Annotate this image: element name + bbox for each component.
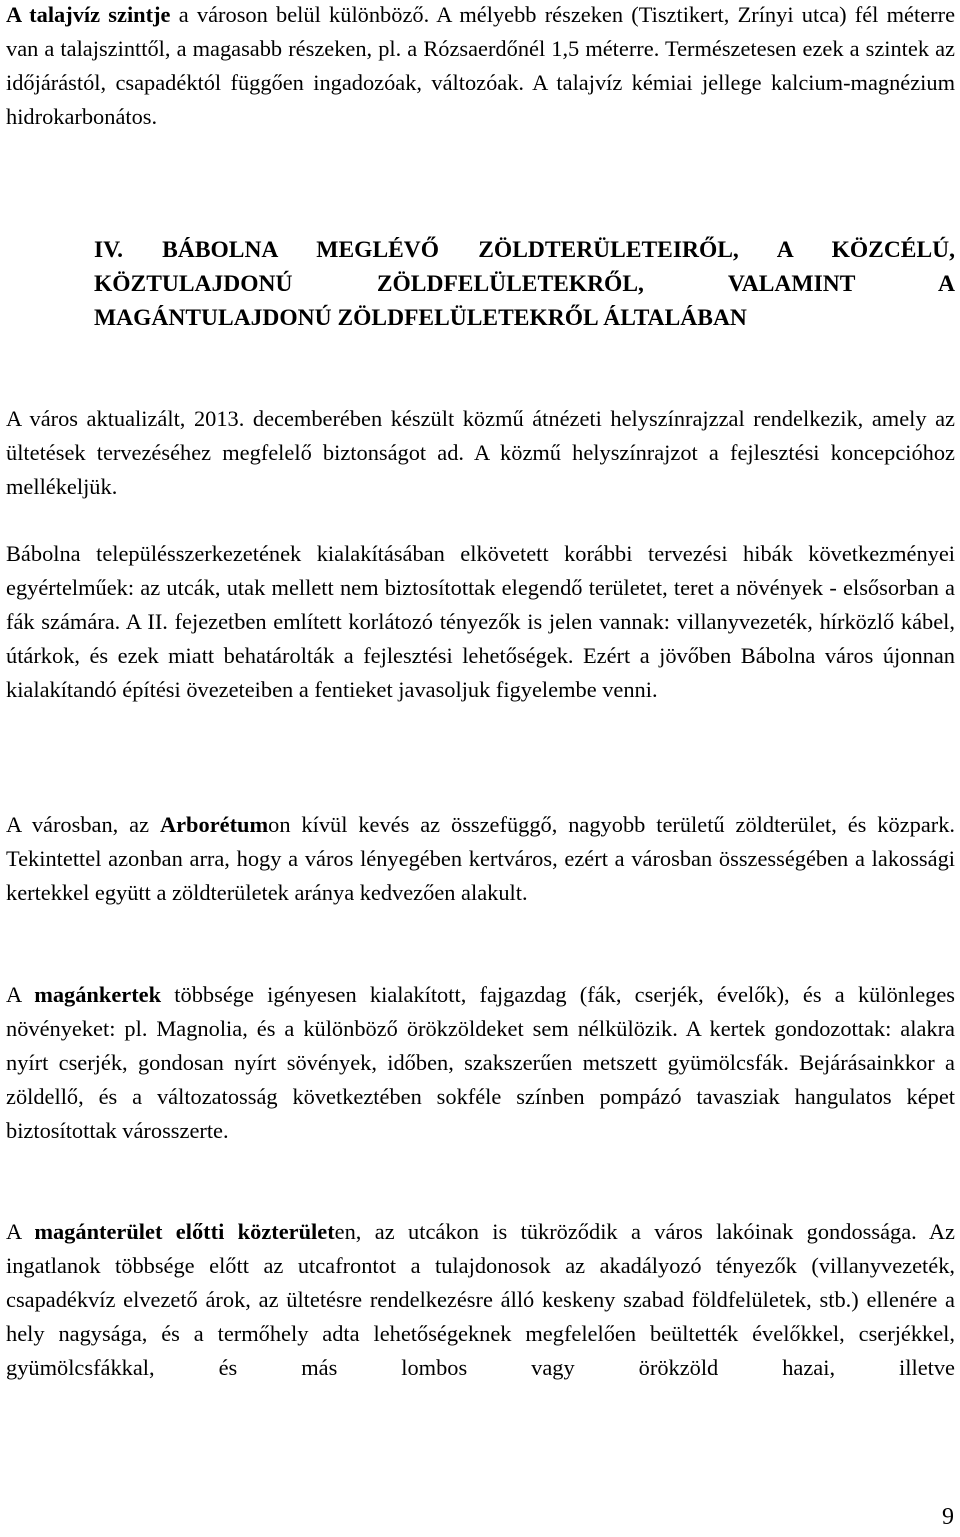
page-number: 9 [942, 1504, 954, 1530]
paragraph-private-gardens [6, 978, 955, 1148]
paragraph-utility-survey: A város aktualizált, 2013. decemberében készült közmű átnézeti helyszínrajzzal rendelkezik, amely az ültetések tervezéséhez megfelelő biztonságot ad. A közmű helyszínrajzot a fejlesztési koncepcióhoz mellékeljük. [6, 406, 955, 499]
bold-term-public-areas: magánterület előtti közterület [34, 1219, 335, 1244]
paragraph-gardens-text: többsége igényesen kialakított, fajgazdag (fák, cserjék, évelők), és a különleges növényeket: pl. Magnolia, és a különböző örökzöldeket sem nélkülözik. A kertek gondozottak: alakra nyírt cserjék, gondosan nyírt sövények, időben, szakszerűen metszett gyümölcsfák. Bejárásainkkor a zöldellő, és a változatosság következtében sokféle színben pompázó tavasziak hangulatos képet biztosítottak városszerte. [6, 982, 955, 1143]
bold-term-arboretum: Arborétum [159, 812, 269, 837]
paragraph-public-lead: A [6, 1219, 35, 1244]
bold-term-groundwater: A talajvíz szintje [6, 2, 171, 27]
section-heading [94, 233, 955, 335]
paragraph-settlement-structure: Bábolna településszerkezetének kialakításában elkövetett korábbi tervezési hibák következményei egyértelműek: az utcák, utak mellett nem biztosítottak elegendő területet, teret a növények - elsősorban a fák számára. A II. fejezetben említett korlátozó tényezők is jelen vannak: villanyvezeték, hírközlő kábel, útárkok, és ezek miatt behatárolták a fejlesztési lehetőségek. Ezért a jövőben Bábolna város újonnan kialakítandó építési övezeteiben a fentieket javasoljuk figyelembe venni. [6, 541, 955, 702]
paragraph-public-areas [6, 1215, 955, 1385]
paragraph-arboretum [6, 808, 955, 910]
paragraph-arboretum-text: on kívül kevés az összefüggő, nagyobb területű zöldterület, és közpark. Tekintettel azonban arra, hogy a város lényegében kertváros, ezért a városban összességében a lakossági kertekkel együtt a zöldterületek aránya kedvezően alakult. [6, 812, 956, 905]
section-heading-line-3: MAGÁNTULAJDONÚ ZÖLDFELÜLETEKRŐL ÁLTALÁBAN [94, 305, 747, 331]
paragraph-groundwater-text: a városon belül különböző. A mélyebb részeken (Tisztikert, Zrínyi utca) fél méterre van a talajszinttől, a magasabb részeken, pl. a Rózsaerdőnél 1,5 méterre. Természetesen ezek a szintek az időjárástól, csapadéktól függően ingadozóak, változóak. A talajvíz kémiai jellege kalcium-magnézium hidrokarbonátos. [6, 2, 956, 129]
section-heading-line-1: IV. BÁBOLNA MEGLÉVŐ ZÖLDTERÜLETEIRŐL, A KÖZCÉLÚ, [94, 237, 955, 263]
section-heading-line-2: KÖZTULAJDONÚ ZÖLDFELÜLETEKRŐL, VALAMINT A [94, 271, 955, 297]
paragraph-gardens-lead: A [6, 982, 35, 1007]
paragraph-groundwater [6, 0, 955, 134]
bold-term-private-gardens: magánkertek [34, 982, 162, 1007]
paragraph-public-text: en, az utcákon is tükröződik a város lakóinak gondossága. Az ingatlanok többsége előtt az utcafrontot a tulajdonosok az akadályozó tényezők (villanyvezeték, csapadékvíz elvezető árok, az ültetésre rendelkezésre álló keskeny szabad földfelületek, stb.) ellenére a hely nagysága, és a termőhely adta lehetőségeknek megfelelően beültették évelőkkel, cserjékkel, gyümölcsfákkal, és más lombos vagy örökzöld hazai, illetve [6, 1219, 955, 1380]
paragraph-arboretum-lead: A városban, az [6, 812, 160, 837]
